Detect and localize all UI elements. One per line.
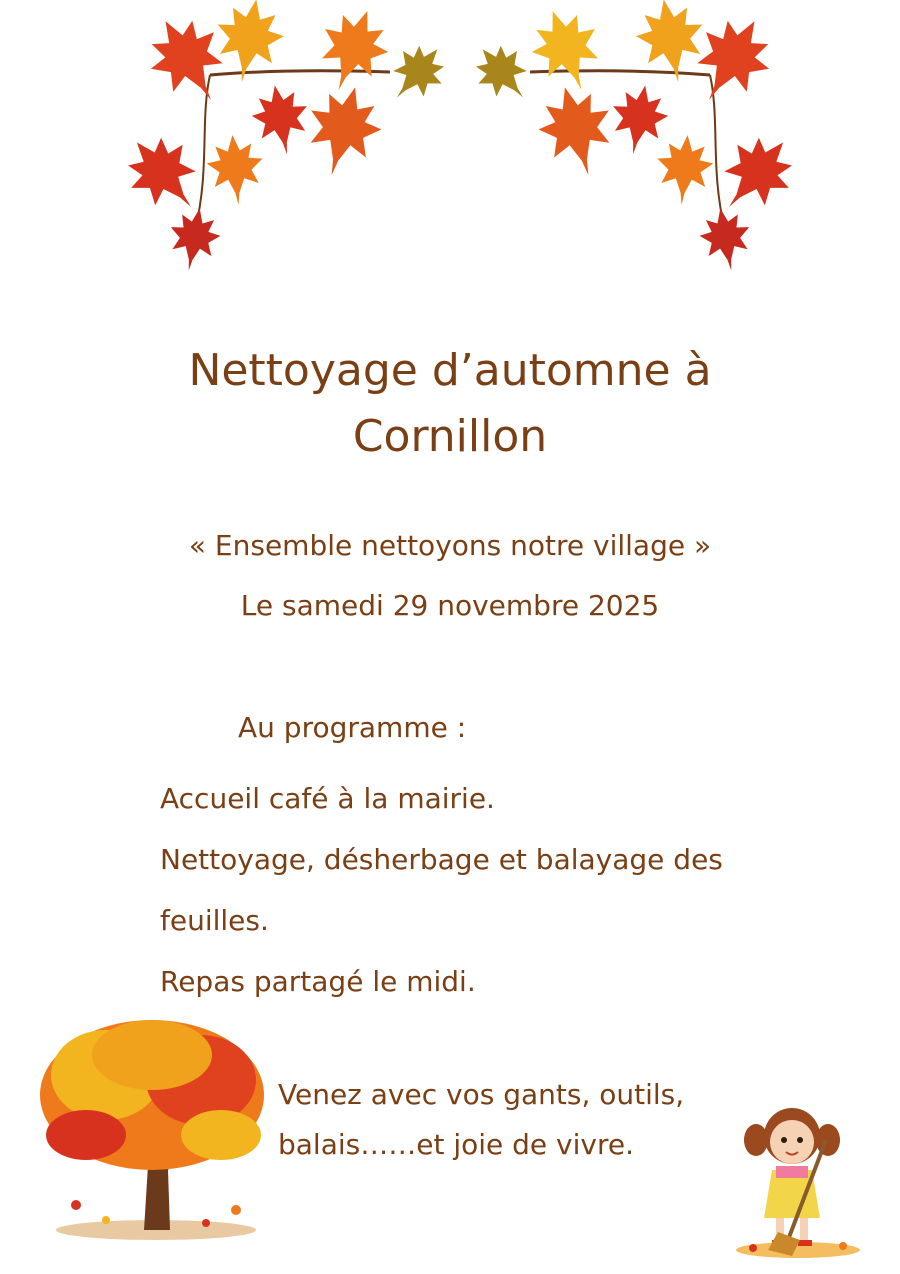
title-line-2: Cornillon	[352, 411, 548, 462]
event-date: Le samedi 29 novembre 2025	[240, 589, 660, 622]
girl-sweeping-leaves-icon	[728, 1100, 868, 1260]
autumn-tree-icon	[36, 1015, 268, 1245]
invitation-text	[278, 1070, 738, 1170]
program-heading: Au programme :	[238, 711, 467, 744]
program-list	[160, 768, 800, 1012]
program-item: Nettoyage, désherbage et balayage des	[160, 843, 723, 876]
invite-line-1: Venez avec vos gants, outils,	[278, 1078, 685, 1111]
autumn-leaves-garland-icon	[100, 0, 820, 280]
invite-line-2: balais……et joie de vivre.	[278, 1128, 635, 1161]
slogan: « Ensemble nettoyons notre village »	[188, 529, 712, 562]
program-item: Repas partagé le midi.	[160, 965, 476, 998]
program-item: Accueil café à la mairie.	[160, 782, 495, 815]
title-line-1: Nettoyage d’automne à	[188, 345, 712, 396]
flyer-title	[0, 338, 900, 470]
program-item: feuilles.	[160, 904, 269, 937]
